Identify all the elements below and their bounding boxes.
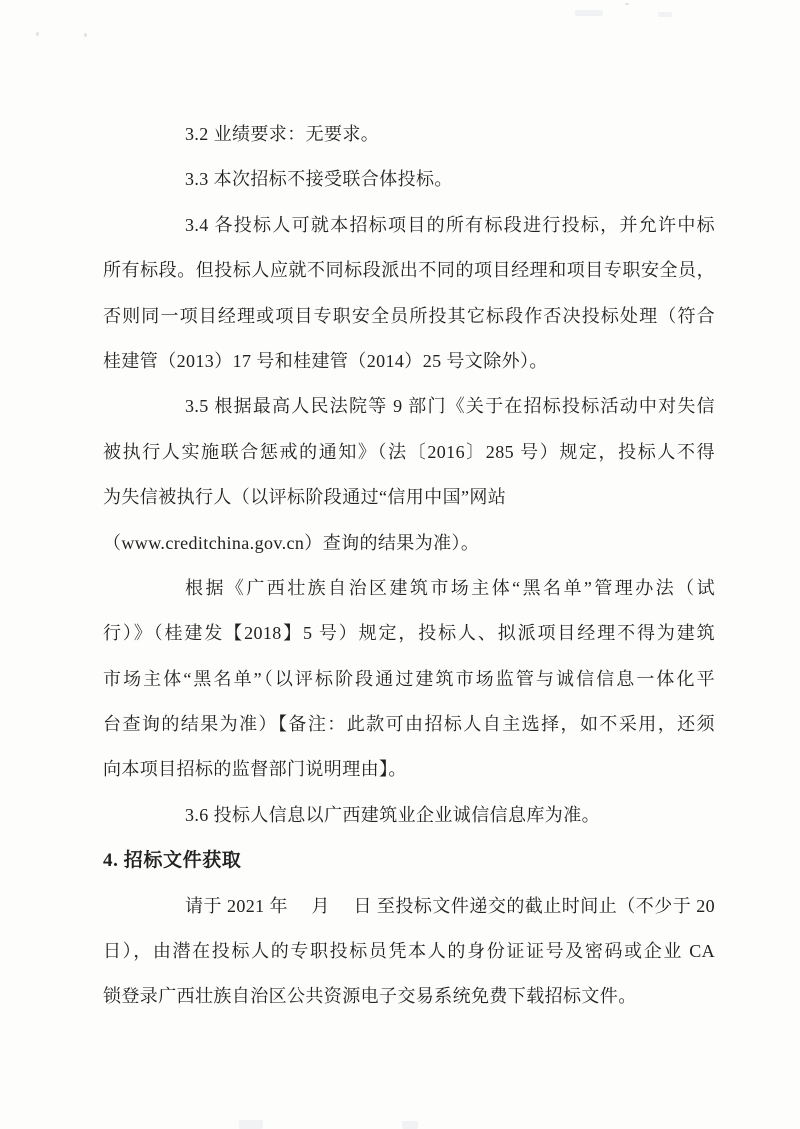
clause-3-5-line-1: 3.5 根据最高人民法院等 9 部门《关于在招标投标活动中对失信 — [185, 396, 715, 417]
scan-smudge — [575, 10, 603, 16]
blacklist-para-line-2: 行）》（桂建发【2018】5 号）规定，投标人、拟派项目经理不得为建筑 — [103, 623, 715, 644]
clause-3-6: 3.6 投标人信息以广西建筑业企业诚信信息库为准。 — [185, 804, 600, 825]
clause-3-4-line-4: 桂建管（2013）17 号和桂建管（2014）25 号文除外）。 — [103, 350, 548, 371]
clause-3-5-line-2: 被执行人实施联合惩戒的通知》（法〔2016〕285 号）规定，投标人不得 — [103, 441, 715, 462]
scan-smudge — [402, 1121, 418, 1129]
clause-3-4-line-1: 3.4 各投标人可就本招标项目的所有标段进行投标，并允许中标 — [185, 214, 715, 235]
clause-3-5-line-3: 为失信被执行人（以评标阶段通过“信用中国”网站 — [103, 487, 507, 508]
section-heading-4: 4. 招标文件获取 — [103, 850, 242, 872]
blacklist-para-line-4: 台查询的结果为准）【备注：此款可由招标人自主选择，如不采用，还须 — [103, 714, 715, 735]
clause-3-5-line-4-url: （www.creditchina.gov.cn）查询的结果为准）。 — [103, 532, 480, 553]
blacklist-para-line-5: 向本项目招标的监督部门说明理由】。 — [103, 759, 407, 780]
scan-speck — [84, 33, 87, 37]
blacklist-para-line-3: 市场主体“黑名单”（以评标阶段通过建筑市场监管与诚信信息一体化平 — [103, 668, 715, 689]
blacklist-para-line-1: 根据《广西壮族自治区建筑市场主体“黑名单”管理办法（试 — [185, 577, 715, 598]
section-4-para-line-2: 日），由潜在投标人的专职投标员凭本人的身份证证号及密码或企业 CA — [103, 941, 715, 962]
document-text-block — [103, 112, 715, 1020]
scan-speck — [36, 32, 39, 36]
clause-3-3: 3.3 本次招标不接受联合体投标。 — [185, 169, 453, 190]
scan-smudge — [658, 12, 672, 17]
clause-3-2: 3.2 业绩要求：无要求。 — [185, 124, 380, 144]
scan-speck — [625, 3, 629, 5]
scan-smudge — [239, 1120, 263, 1129]
section-4-para-line-1: 请于 2021 年 月 日 至投标文件递交的截止时间止（不少于 20 — [185, 895, 715, 916]
section-4-para-line-3: 锁登录广西壮族自治区公共资源电子交易系统免费下载招标文件。 — [103, 986, 637, 1007]
clause-3-4-line-3: 否则同一项目经理或项目专职安全员所投其它标段作否决投标处理（符合 — [103, 305, 715, 326]
clause-3-4-line-2: 所有标段。但投标人应就不同标段派出不同的项目经理和项目专职安全员， — [103, 260, 715, 281]
